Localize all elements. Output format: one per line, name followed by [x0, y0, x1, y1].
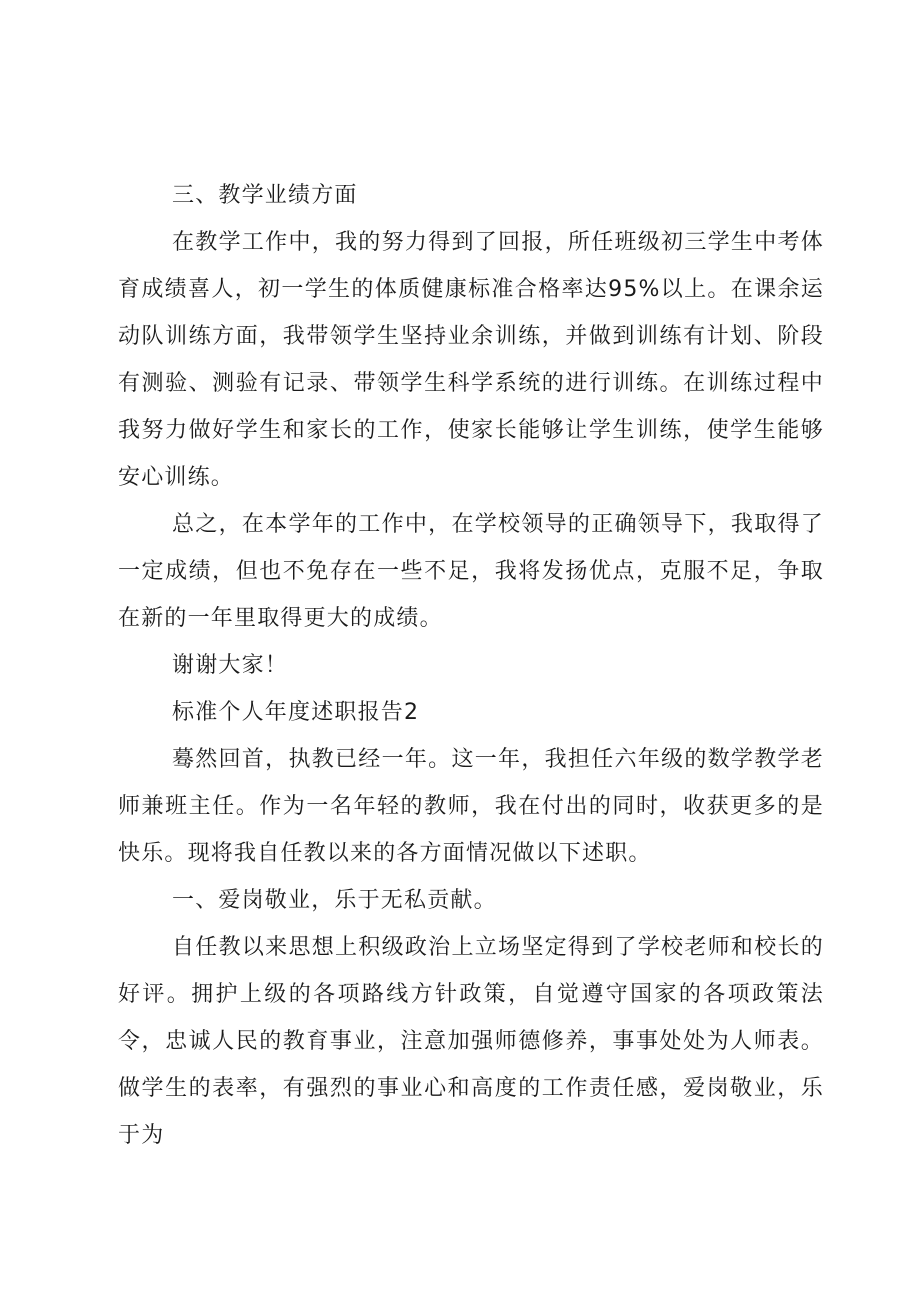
paragraph-dedication: 自任教以来思想上积级政治上立场坚定得到了学校老师和校长的好评。拥护上级的各项路线方针政策，自觉遵守国家的各项政策法令，忠诚人民的教育事业，注意加强师德修养，事事处处为人师表。做学生的表率，有强烈的事业心和高度的工作责任感，爱岗敬业，乐于为 — [118, 935, 824, 1148]
paragraph-conclusion: 总之，在本学年的工作中，在学校领导的正确领导下，我取得了一定成绩，但也不免存在一些不足，我将发扬优点，克服不足，争取在新的一年里取得更大的成绩。 — [118, 512, 824, 631]
paragraph-teaching-results: 在教学工作中，我的努力得到了回报，所任班级初三学生中考体育成绩喜人，初一学生的体质健康标准合格率达95%以上。在课余运动队训练方面，我带领学生坚持业余训练，并做到训练有计划、阶段有测验、测验有记录、带领学生科学系统的进行训练。在训练过程中我努力做好学生和家长的工作，使家长能够让学生训练，使学生能够安心训练。 — [118, 230, 824, 490]
report-title: 标准个人年度述职报告2 — [172, 700, 420, 725]
document-body — [118, 172, 824, 1159]
section-heading-teaching-results: 三、教学业绩方面 — [172, 183, 358, 208]
section-heading-dedication: 一、爱岗敬业，乐于无私贡献。 — [172, 888, 497, 913]
paragraph-introduction: 蓦然回首，执教已经一年。这一年，我担任六年级的数学教学老师兼班主任。作为一名年轻的教师，我在付出的同时，收获更多的是快乐。现将我自任教以来的各方面情况做以下述职。 — [118, 747, 824, 866]
paragraph-thanks: 谢谢大家！ — [172, 653, 289, 678]
